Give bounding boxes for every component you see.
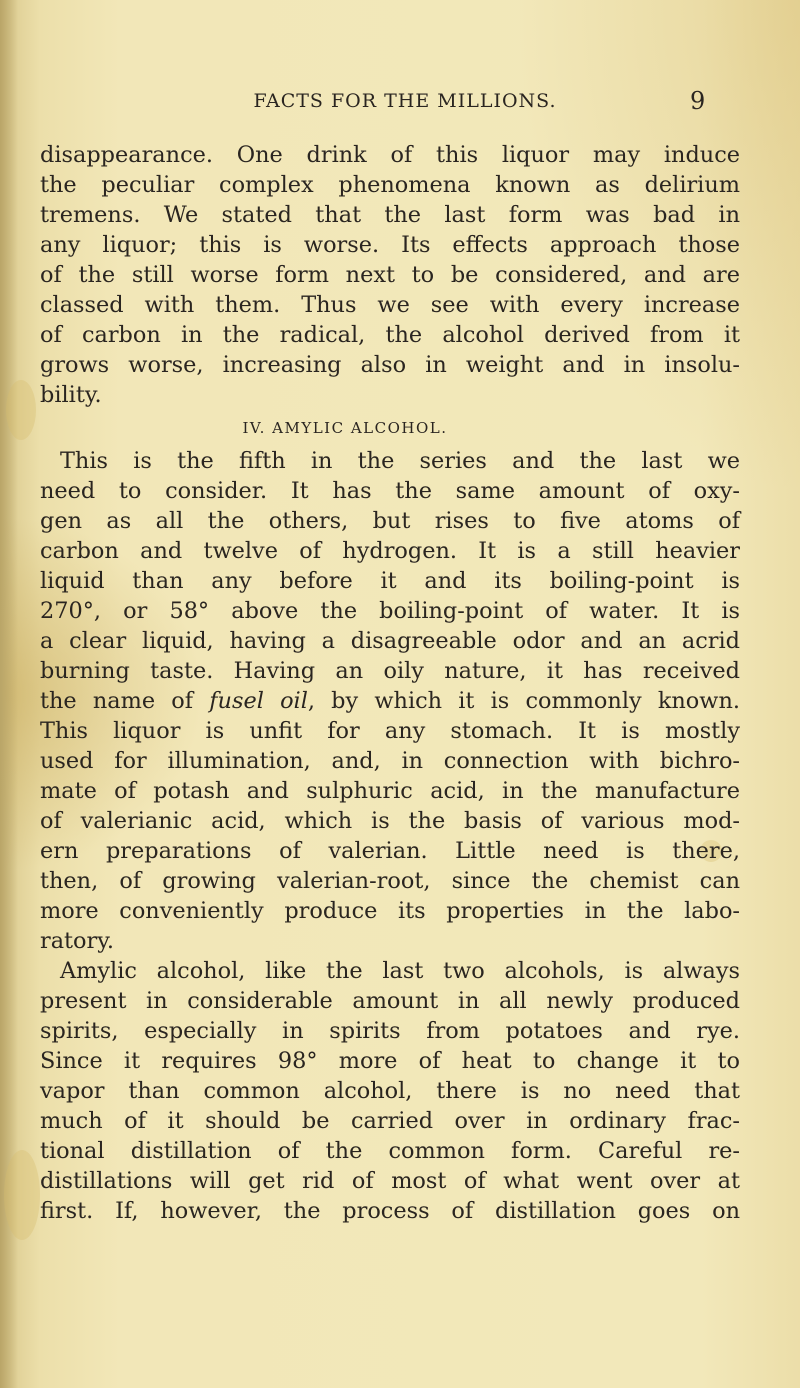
text-line: This is the fifth in the series and the last we xyxy=(60,448,740,474)
text-span: , by which it is commonly known. xyxy=(307,688,740,714)
paragraph xyxy=(40,140,740,410)
text-line: classed with them. Thus we see with every increase xyxy=(40,292,740,318)
text-line: of the still worse form next to be considered, and are xyxy=(40,262,740,288)
text-line: much of it should be carried over in ordinary frac- xyxy=(40,1108,740,1134)
text-line: Amylic alcohol, like the last two alcohols, is always xyxy=(60,958,740,984)
text-line: bility. xyxy=(40,382,102,408)
text-line: of carbon in the radical, the alcohol derived from it xyxy=(40,322,740,348)
text-line: This liquor is unfit for any stomach. It is mostly xyxy=(40,718,740,744)
paper-stain xyxy=(4,1150,40,1240)
paragraph xyxy=(40,446,740,956)
text-line: a clear liquid, having a disagreeable odor and an acrid xyxy=(40,628,740,654)
text-line: tional distillation of the common form. Careful re- xyxy=(40,1138,740,1164)
text-line: spirits, especially in spirits from potatoes and rye. xyxy=(40,1018,740,1044)
text-span: the name of xyxy=(40,688,210,714)
text-line: mate of potash and sulphuric acid, in the manufacture xyxy=(40,778,740,804)
paper-stain xyxy=(6,380,36,440)
text-line: first. If, however, the process of distillation goes on xyxy=(40,1198,740,1224)
text-line: liquid than any before it and its boiling-point is xyxy=(40,568,740,594)
text-line: grows worse, increasing also in weight and in insolu- xyxy=(40,352,740,378)
text-line xyxy=(40,686,740,716)
body-text xyxy=(40,140,740,1226)
text-line: of valerianic acid, which is the basis of various mod- xyxy=(40,808,740,834)
text-line: gen as all the others, but rises to five atoms of xyxy=(40,508,740,534)
text-line: Since it requires 98° more of heat to change it to xyxy=(40,1048,740,1074)
running-head: FACTS FOR THE MILLIONS. xyxy=(253,90,557,112)
paragraph xyxy=(40,956,740,1226)
text-line: any liquor; this is worse. Its effects approach those xyxy=(40,232,740,258)
text-line: 270°, or 58° above the boiling-point of water. It is xyxy=(40,598,740,624)
text-line: the peculiar complex phenomena known as delirium xyxy=(40,172,740,198)
text-line: need to consider. It has the same amount of oxy- xyxy=(40,478,740,504)
page-number: 9 xyxy=(690,87,706,115)
text-line: disappearance. One drink of this liquor may induce xyxy=(40,142,740,168)
text-line: tremens. We stated that the last form was bad in xyxy=(40,202,740,228)
text-line: more conveniently produce its properties in the labo- xyxy=(40,898,740,924)
text-line: carbon and twelve of hydrogen. It is a still heavier xyxy=(40,538,740,564)
text-line: used for illumination, and, in connection with bichro- xyxy=(40,748,740,774)
page-header xyxy=(0,87,800,124)
italic-term: fusel oil xyxy=(209,688,308,714)
text-line: burning taste. Having an oily nature, it has received xyxy=(40,658,740,684)
section-heading: IV. AMYLIC ALCOHOL. xyxy=(242,419,448,437)
text-line: vapor than common alcohol, there is no need that xyxy=(40,1078,740,1104)
text-line: distillations will get rid of most of what went over at xyxy=(40,1168,740,1194)
text-line: ern preparations of valerian. Little need is there, xyxy=(40,838,740,864)
text-line: ratory. xyxy=(40,928,115,954)
text-line: then, of growing valerian-root, since the chemist can xyxy=(40,868,740,894)
text-line: present in considerable amount in all newly produced xyxy=(40,988,740,1014)
